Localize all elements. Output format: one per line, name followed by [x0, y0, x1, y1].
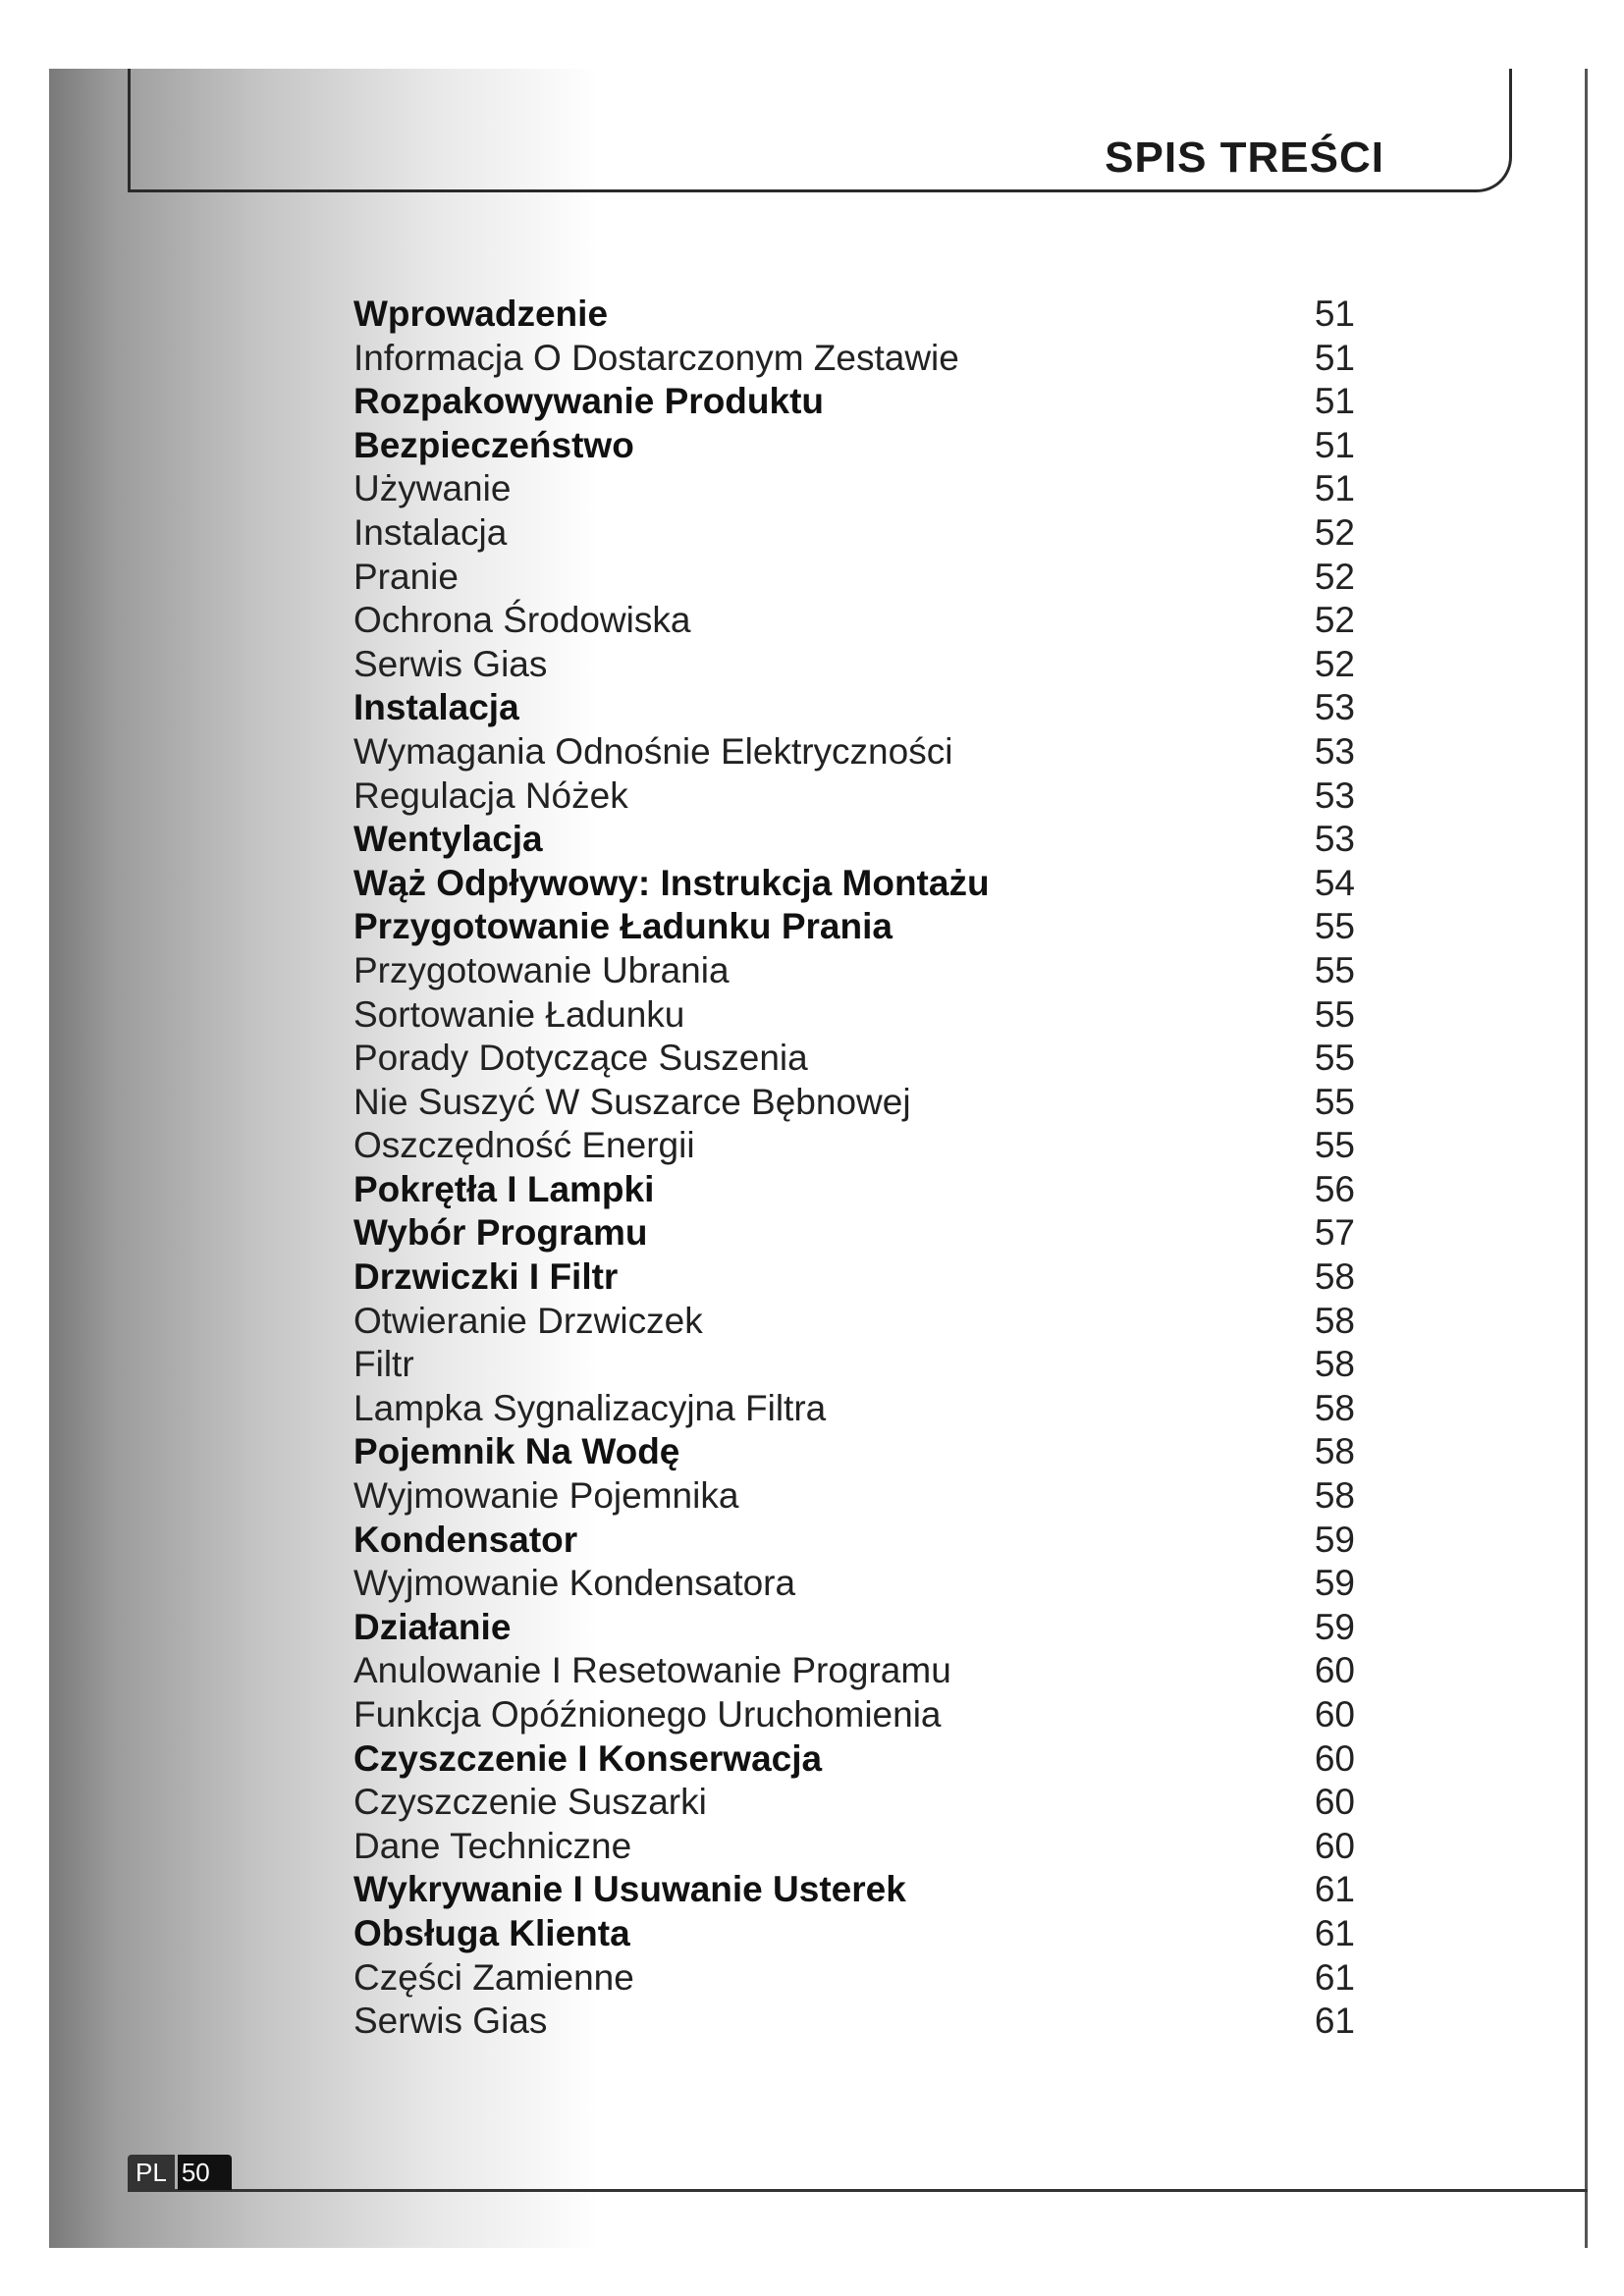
toc-entry[interactable]	[353, 1825, 1355, 1869]
toc-entry[interactable]	[353, 1168, 1355, 1212]
toc-entry-label: Oszczędność Energii	[353, 1125, 695, 1166]
toc-entry[interactable]	[353, 424, 1355, 468]
toc-entry[interactable]	[353, 1781, 1355, 1825]
toc-entry[interactable]	[353, 1387, 1355, 1431]
toc-entry-label: Wymagania Odnośnie Elektryczności	[353, 730, 953, 772]
toc-entry-label: Wyjmowanie Kondensatora	[353, 1563, 796, 1604]
toc-entry-page: 53	[1314, 730, 1355, 772]
toc-entry-page: 53	[1314, 687, 1355, 728]
toc-entry[interactable]	[353, 1124, 1355, 1168]
toc-entry-page: 51	[1314, 337, 1355, 378]
toc-entry[interactable]	[353, 862, 1355, 906]
toc-entry-page: 52	[1314, 600, 1355, 641]
toc-entry-label: Serwis Gias	[353, 2001, 548, 2042]
toc-entry[interactable]	[353, 1211, 1355, 1255]
toc-entry[interactable]	[353, 1649, 1355, 1693]
toc-entry[interactable]	[353, 599, 1355, 643]
toc-entry-page: 59	[1314, 1519, 1355, 1560]
toc-entry-label: Czyszczenie I Konserwacja	[353, 1737, 823, 1779]
toc-entry[interactable]	[353, 467, 1355, 511]
toc-entry-label: Wąż Odpływowy: Instrukcja Montażu	[353, 862, 990, 903]
toc-entry-page: 52	[1314, 511, 1355, 553]
toc-entry[interactable]	[353, 380, 1355, 424]
toc-entry-label: Filtr	[353, 1344, 414, 1385]
page-number: 50	[178, 2155, 232, 2190]
toc-entry-label: Części Zamienne	[353, 1956, 634, 1998]
toc-entry-label: Używanie	[353, 468, 512, 509]
toc-entry-page: 51	[1314, 468, 1355, 509]
toc-entry[interactable]	[353, 1956, 1355, 2001]
toc-entry-label: Wybór Programu	[353, 1212, 648, 1254]
toc-entry-label: Regulacja Nóżek	[353, 774, 628, 816]
toc-entry-label: Działanie	[353, 1606, 512, 1647]
toc-entry[interactable]	[353, 905, 1355, 949]
toc-entry[interactable]	[353, 1474, 1355, 1519]
toc-entry[interactable]	[353, 293, 1355, 337]
toc-entry-label: Otwieranie Drzwiczek	[353, 1300, 703, 1341]
toc-entry-page: 58	[1314, 1344, 1355, 1385]
toc-entry[interactable]	[353, 1693, 1355, 1737]
toc-entry-label: Instalacja	[353, 687, 519, 728]
toc-entry[interactable]	[353, 2000, 1355, 2044]
toc-entry-page: 58	[1314, 1387, 1355, 1428]
toc-entry-page: 60	[1314, 1694, 1355, 1735]
toc-entry-label: Drzwiczki I Filtr	[353, 1256, 619, 1298]
toc-entry-page: 61	[1314, 1869, 1355, 1910]
right-margin-rule	[1585, 69, 1588, 2248]
toc-entry-page: 56	[1314, 1168, 1355, 1209]
toc-entry-label: Pojemnik Na Wodę	[353, 1431, 680, 1472]
toc-entry-page: 53	[1314, 819, 1355, 860]
toc-entry-label: Wykrywanie I Usuwanie Usterek	[353, 1869, 906, 1910]
toc-entry[interactable]	[353, 686, 1355, 730]
toc-entry-label: Obsługa Klienta	[353, 1912, 630, 1953]
table-of-contents	[353, 293, 1355, 2044]
toc-entry[interactable]	[353, 511, 1355, 556]
toc-entry-page: 59	[1314, 1563, 1355, 1604]
toc-entry-label: Ochrona Środowiska	[353, 600, 691, 641]
toc-entry-label: Wprowadzenie	[353, 294, 609, 334]
toc-entry[interactable]	[353, 1606, 1355, 1650]
toc-entry-label: Przygotowanie Ubrania	[353, 949, 730, 990]
toc-entry[interactable]	[353, 1081, 1355, 1125]
toc-entry[interactable]	[353, 730, 1355, 774]
toc-entry[interactable]	[353, 337, 1355, 381]
toc-entry[interactable]	[353, 1037, 1355, 1081]
toc-entry[interactable]	[353, 1519, 1355, 1563]
toc-entry-label: Lampka Sygnalizacyjna Filtra	[353, 1387, 827, 1428]
toc-entry-page: 55	[1314, 1081, 1355, 1122]
language-code: PL	[128, 2155, 175, 2190]
toc-entry-page: 55	[1314, 1125, 1355, 1166]
toc-entry-label: Anulowanie I Resetowanie Programu	[353, 1650, 951, 1691]
toc-entry-page: 55	[1314, 1038, 1355, 1079]
toc-entry[interactable]	[353, 1737, 1355, 1782]
toc-entry-page: 60	[1314, 1650, 1355, 1691]
toc-entry-label: Wentylacja	[353, 819, 543, 860]
toc-entry-page: 52	[1314, 556, 1355, 597]
toc-entry[interactable]	[353, 1300, 1355, 1344]
toc-entry-label: Wyjmowanie Pojemnika	[353, 1475, 739, 1517]
toc-entry-label: Dane Techniczne	[353, 1825, 632, 1866]
toc-entry-page: 61	[1314, 1956, 1355, 1998]
toc-entry-page: 60	[1314, 1825, 1355, 1866]
toc-entry[interactable]	[353, 949, 1355, 993]
toc-entry-page: 51	[1314, 294, 1355, 334]
page-title: SPIS TREŚCI	[1105, 133, 1384, 182]
toc-entry-label: Instalacja	[353, 511, 508, 553]
toc-entry[interactable]	[353, 1343, 1355, 1387]
toc-entry-page: 51	[1314, 381, 1355, 422]
toc-entry-page: 53	[1314, 774, 1355, 816]
toc-entry-label: Czyszczenie Suszarki	[353, 1782, 707, 1823]
toc-entry-page: 55	[1314, 949, 1355, 990]
toc-entry-page: 61	[1314, 2001, 1355, 2042]
toc-entry-page: 58	[1314, 1431, 1355, 1472]
toc-entry[interactable]	[353, 818, 1355, 862]
toc-entry[interactable]	[353, 643, 1355, 687]
toc-entry-label: Kondensator	[353, 1519, 578, 1560]
toc-entry-label: Serwis Gias	[353, 643, 548, 684]
toc-entry-page: 60	[1314, 1782, 1355, 1823]
toc-entry-page: 61	[1314, 1912, 1355, 1953]
toc-entry[interactable]	[353, 1430, 1355, 1474]
toc-entry-page: 58	[1314, 1300, 1355, 1341]
toc-entry[interactable]	[353, 1912, 1355, 1956]
footer-rule	[128, 2189, 1588, 2192]
toc-entry-page: 58	[1314, 1475, 1355, 1517]
toc-entry[interactable]	[353, 774, 1355, 819]
toc-entry[interactable]	[353, 1868, 1355, 1912]
toc-entry-page: 51	[1314, 424, 1355, 465]
page-number-badge	[128, 2155, 232, 2190]
toc-entry-page: 59	[1314, 1606, 1355, 1647]
toc-entry-page: 60	[1314, 1737, 1355, 1779]
toc-entry-page: 55	[1314, 906, 1355, 947]
toc-entry-page: 58	[1314, 1256, 1355, 1298]
toc-entry-page: 54	[1314, 862, 1355, 903]
toc-entry[interactable]	[353, 1562, 1355, 1606]
toc-entry-label: Pokrętła I Lampki	[353, 1168, 655, 1209]
toc-entry-label: Funkcja Opóźnionego Uruchomienia	[353, 1694, 942, 1735]
toc-entry-label: Przygotowanie Ładunku Prania	[353, 906, 893, 947]
toc-entry-label: Bezpieczeństwo	[353, 424, 634, 465]
toc-entry-page: 57	[1314, 1212, 1355, 1254]
toc-entry[interactable]	[353, 556, 1355, 600]
toc-entry-label: Informacja O Dostarczonym Zestawie	[353, 337, 959, 378]
toc-entry-page: 52	[1314, 643, 1355, 684]
toc-entry-label: Porady Dotyczące Suszenia	[353, 1038, 808, 1079]
toc-entry-label: Rozpakowywanie Produktu	[353, 381, 825, 422]
toc-entry-label: Sortowanie Ładunku	[353, 993, 685, 1035]
toc-entry-label: Pranie	[353, 556, 459, 597]
toc-entry-label: Nie Suszyć W Suszarce Bębnowej	[353, 1081, 911, 1122]
toc-entry-page: 55	[1314, 993, 1355, 1035]
toc-entry[interactable]	[353, 993, 1355, 1038]
toc-entry[interactable]	[353, 1255, 1355, 1300]
